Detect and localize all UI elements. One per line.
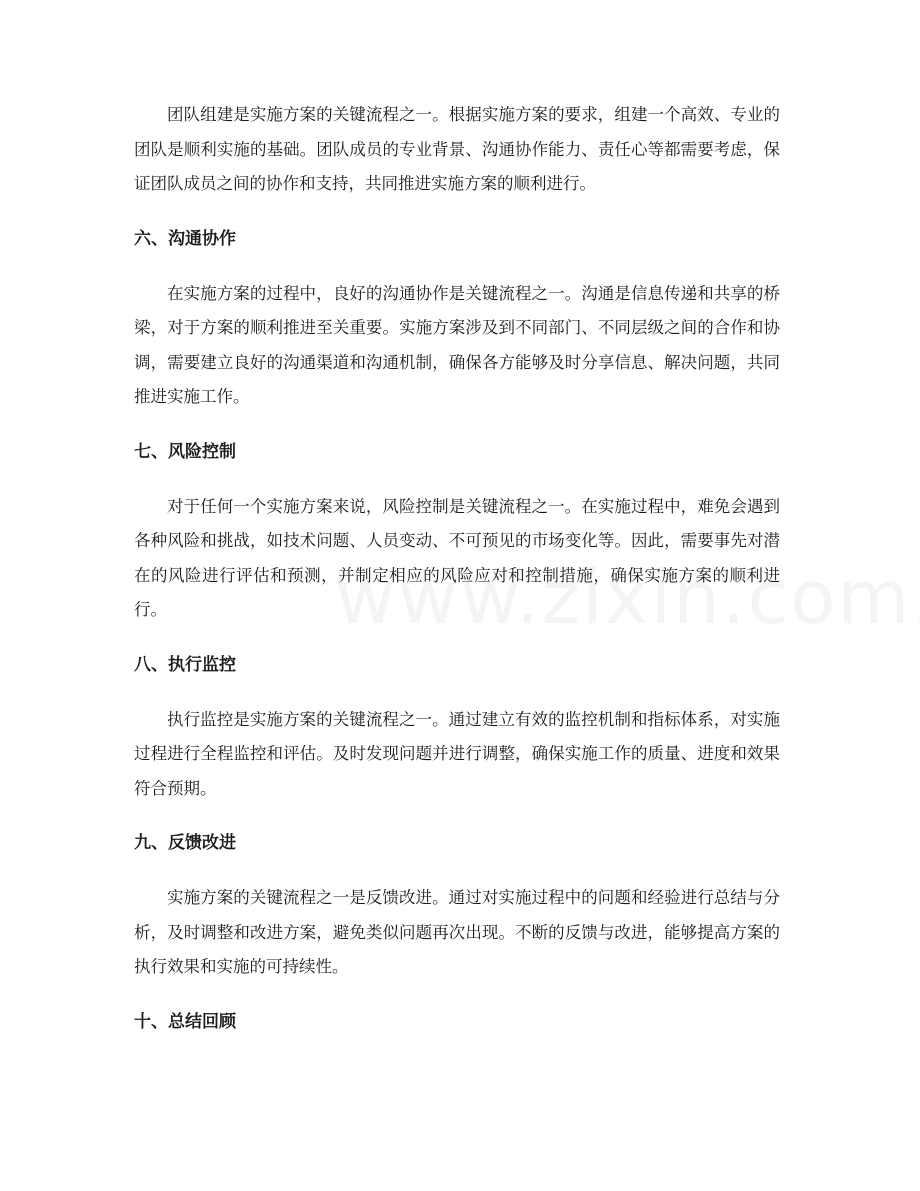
document-body xyxy=(134,98,780,1039)
section-heading-communication: 六、沟通协作 xyxy=(134,228,236,249)
section-heading-risk-control: 七、风险控制 xyxy=(134,441,236,462)
section-heading-summary: 十、总结回顾 xyxy=(134,1011,236,1032)
paragraph-risk-control: 对于任何一个实施方案来说，风险控制是关键流程之一。在实施过程中，难免会遇到各种风险和挑战，如技术问题、人员变动、不可预见的市场变化等。因此，需要事先对潜在的风险进行评估和预测，并制定相应的风险应对和控制措施，确保实施方案的顺利进行。 xyxy=(134,496,780,619)
section-heading-feedback: 九、反馈改进 xyxy=(134,833,236,853)
paragraph-team-building: 团队组建是实施方案的关键流程之一。根据实施方案的要求，组建一个高效、专业的团队是顺利实施的基础。团队成员的专业背景、沟通协作能力、责任心等都需要考虑，保证团队成员之间的协作和支持，共同推进实施方案的顺利进行。 xyxy=(134,105,780,193)
paragraph-communication: 在实施方案的过程中，良好的沟通协作是关键流程之一。沟通是信息传递和共享的桥梁，对于方案的顺利推进至关重要。实施方案涉及到不同部门、不同层级之间的合作和协调，需要建立良好的沟通渠道和沟通机制，确保各方能够及时分享信息、解决问题，共同推进实施工作。 xyxy=(134,283,780,406)
section-heading-execution-monitoring: 八、执行监控 xyxy=(134,654,236,675)
paragraph-execution-monitoring: 执行监控是实施方案的关键流程之一。通过建立有效的监控机制和指标体系，对实施过程进行全程监控和评估。及时发现问题并进行调整，确保实施工作的质量、进度和效果符合预期。 xyxy=(134,709,780,798)
paragraph-feedback: 实施方案的关键流程之一是反馈改进。通过对实施过程中的问题和经验进行总结与分析，及时调整和改进方案，避免类似问题再次出现。不断的反馈与改进，能够提高方案的执行效果和实施的可持续性。 xyxy=(134,888,780,976)
